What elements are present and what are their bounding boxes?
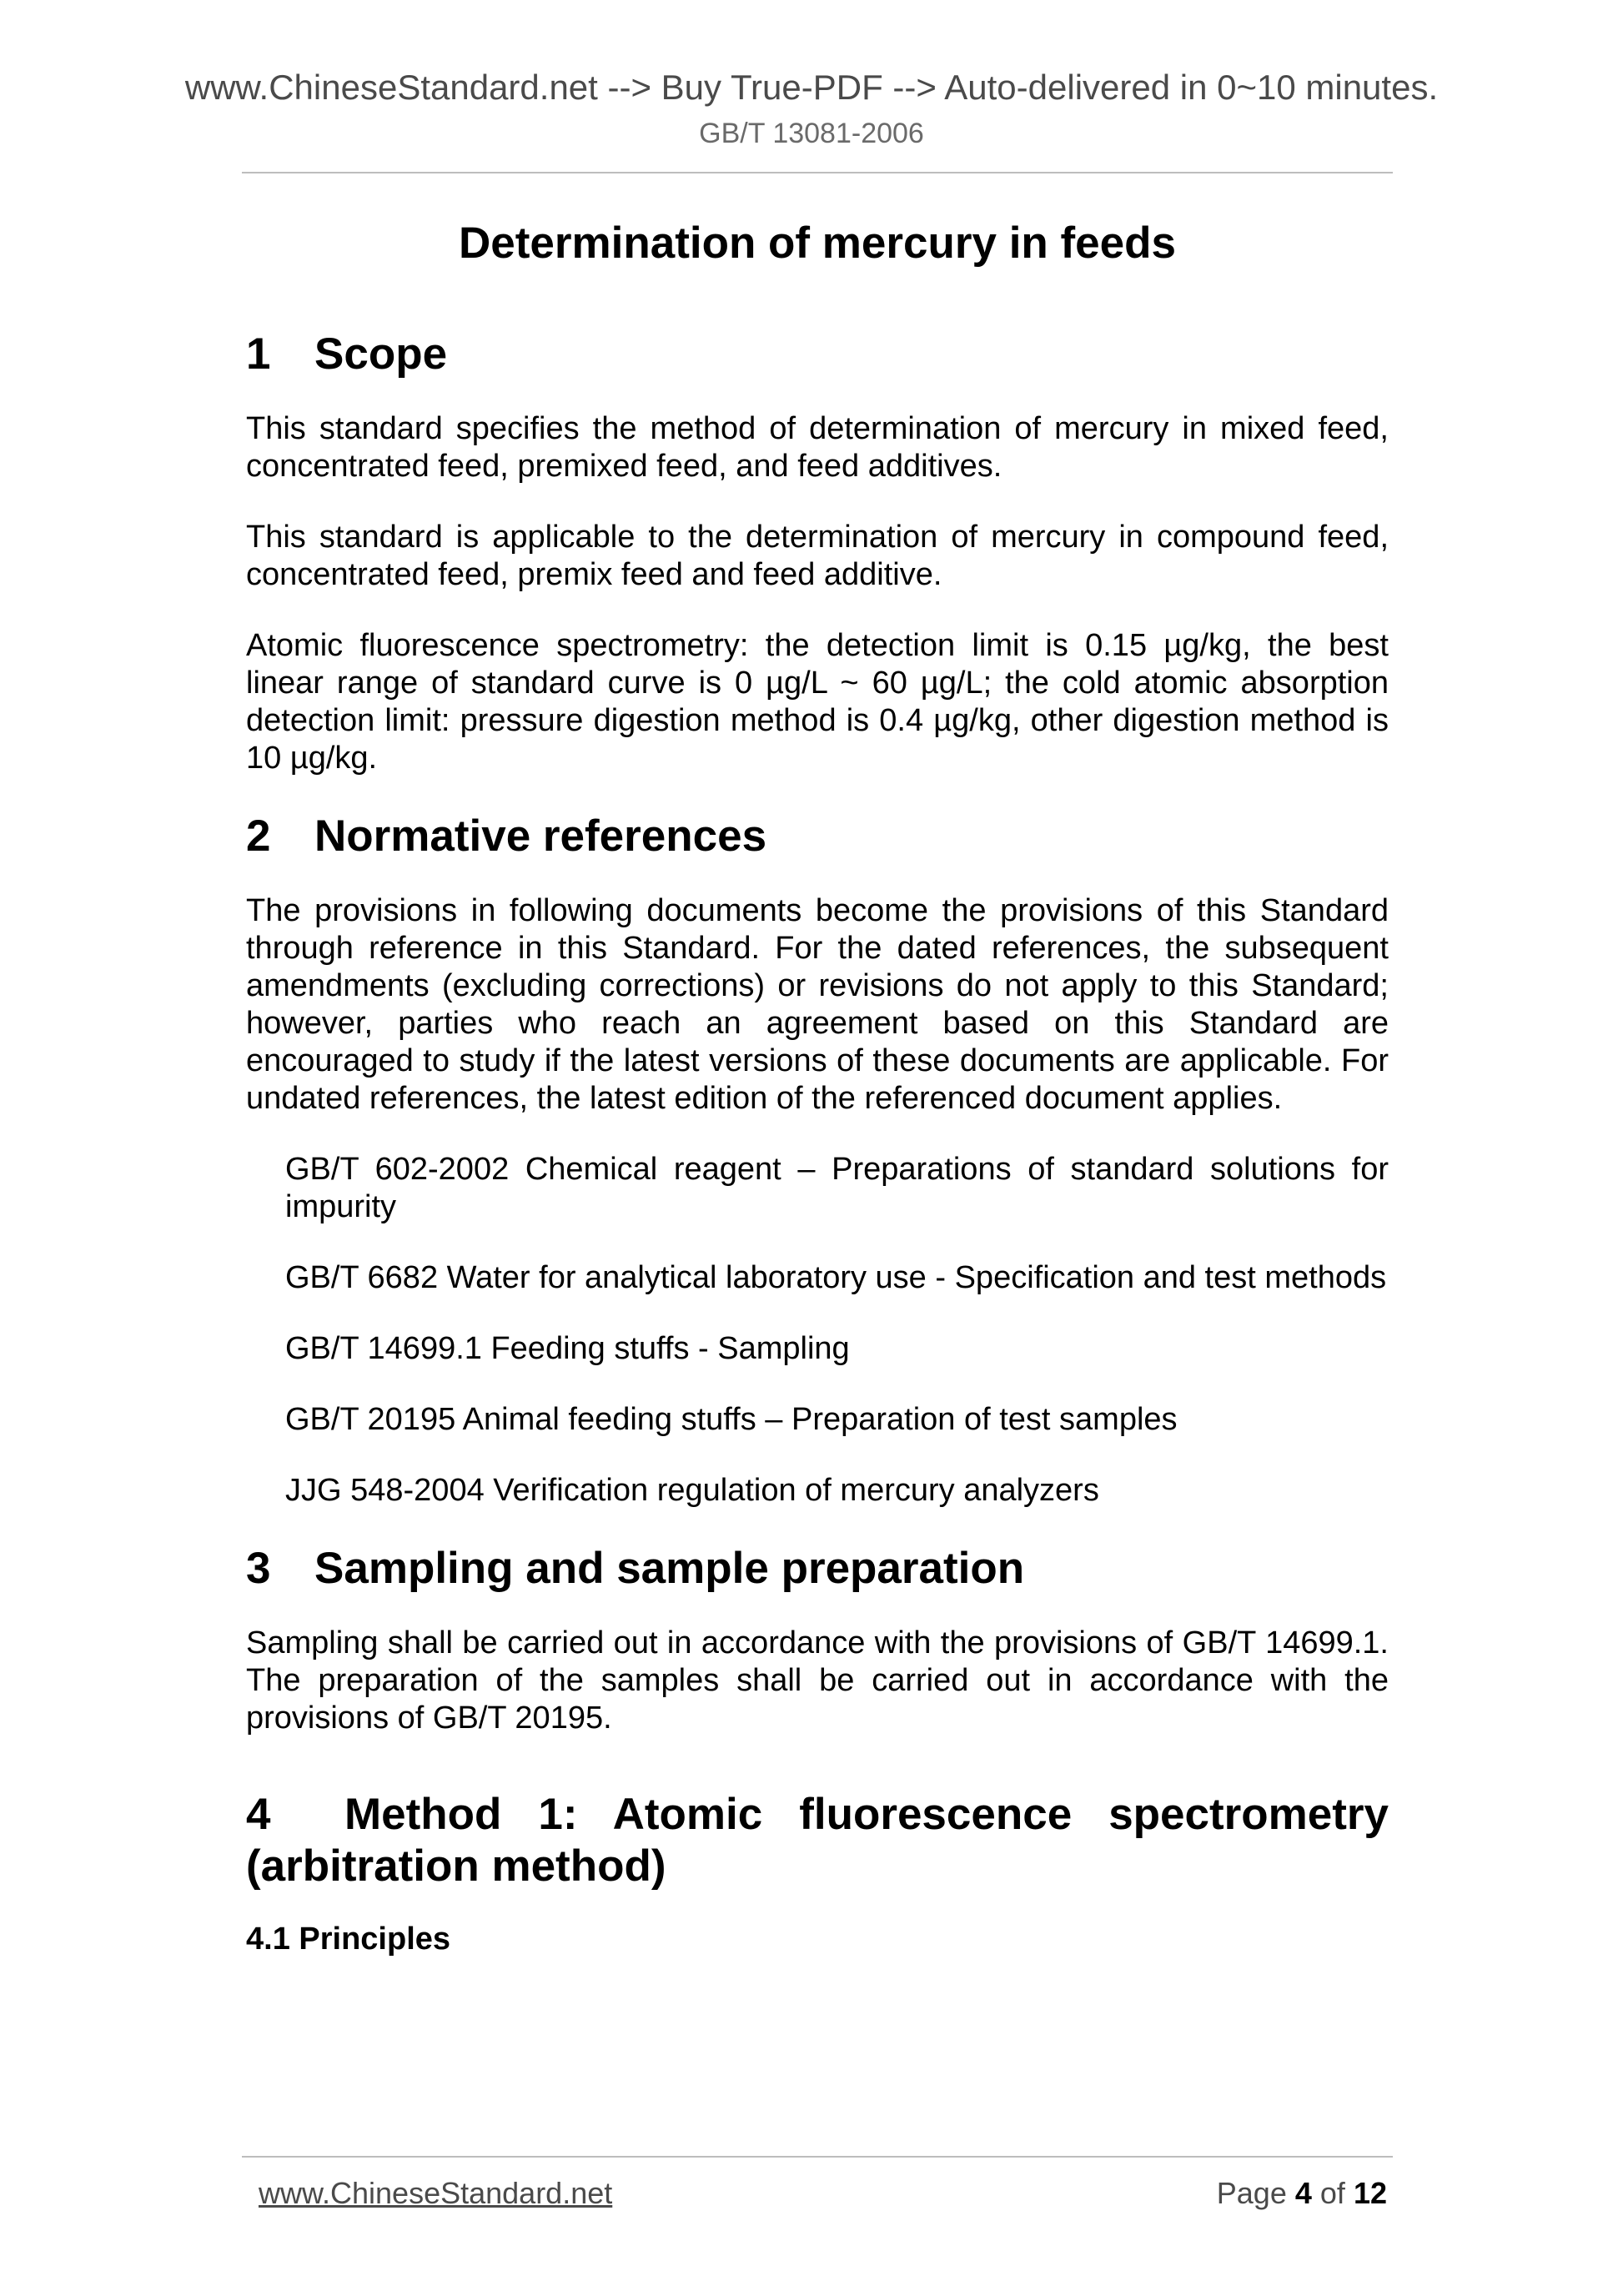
section-3-number: 3 [246, 1544, 271, 1593]
section-4-title: Method 1: Atomic fluorescence spectrometry (arbitration method) [246, 1790, 1389, 1891]
header-standard-code: GB/T 13081-2006 [699, 118, 924, 149]
footer-divider [242, 2156, 1393, 2158]
footer-site-link[interactable]: www.ChineseStandard.net [259, 2176, 613, 2210]
reference-item: JJG 548-2004 Verification regulation of mercury analyzers [285, 1473, 1099, 1508]
page-indicator [1217, 2175, 1387, 2212]
section-2-heading [246, 811, 1389, 862]
normative-references-intro: The provisions in following documents become the provisions of this Standard through reference in this Standard. For the dated references, the subsequent amendments (excluding corrections) or revisions do not apply to this Standard; however, parties who reach an agreement based on this Standard are encouraged to study if the latest versions of these documents are applicable. For undated references, the latest edition of the referenced document applies. [246, 893, 1389, 1116]
document-title: Determination of mercury in feeds [459, 219, 1176, 268]
subsection-4-1-heading [246, 1921, 1389, 1958]
section-1-heading [246, 329, 1389, 380]
section-3-heading [246, 1543, 1389, 1595]
section-1-number: 1 [246, 329, 271, 379]
header-banner: www.ChineseStandard.net --> Buy True-PDF --> Auto-delivered in 0~10 minutes. [184, 68, 1439, 107]
reference-item: GB/T 20195 Animal feeding stuffs – Preparation of test samples [285, 1402, 1178, 1437]
scope-paragraph-2: This standard is applicable to the determination of mercury in compound feed, concentrated feed, premix feed and feed additive. [246, 520, 1389, 592]
page-of: of [1319, 2176, 1345, 2210]
section-2-title: Normative references [314, 811, 767, 861]
scope-paragraph-3: Atomic fluorescence spectrometry: the detection limit is 0.15 µg/kg, the best linear range of standard curve is 0 µg/L ~ 60 µg/L; the cold atomic absorption detection limit: pressure digestion method is 0.4 µg/kg, other digestion method is 10 µg/kg. [246, 628, 1389, 776]
page-total: 12 [1353, 2176, 1387, 2210]
header-divider [242, 172, 1393, 173]
scope-paragraph-1: This standard specifies the method of determination of mercury in mixed feed, concentrated feed, premixed feed, and feed additives. [246, 411, 1389, 484]
reference-item: GB/T 602-2002 Chemical reagent – Preparations of standard solutions for impurity [285, 1152, 1389, 1224]
page-prefix: Page [1216, 2176, 1287, 2210]
page-current: 4 [1294, 2176, 1312, 2210]
reference-item: GB/T 6682 Water for analytical laboratory use - Specification and test methods [285, 1260, 1387, 1295]
subsection-4-1-title: Principles [299, 1922, 451, 1957]
section-3-title: Sampling and sample preparation [314, 1544, 1025, 1593]
section-4-number: 4 [246, 1790, 271, 1839]
subsection-4-1-number: 4.1 [246, 1922, 290, 1957]
reference-item: GB/T 14699.1 Feeding stuffs - Sampling [285, 1331, 850, 1366]
section-4-heading [246, 1789, 1389, 1892]
section-2-number: 2 [246, 811, 271, 861]
document-body [246, 217, 1389, 1958]
sampling-paragraph: Sampling shall be carried out in accordance with the provisions of GB/T 14699.1. The preparation of the samples shall be carried out in accordance with the provisions of GB/T 20195. [246, 1625, 1389, 1736]
reference-list [246, 1151, 1389, 1510]
section-1-title: Scope [314, 329, 448, 379]
